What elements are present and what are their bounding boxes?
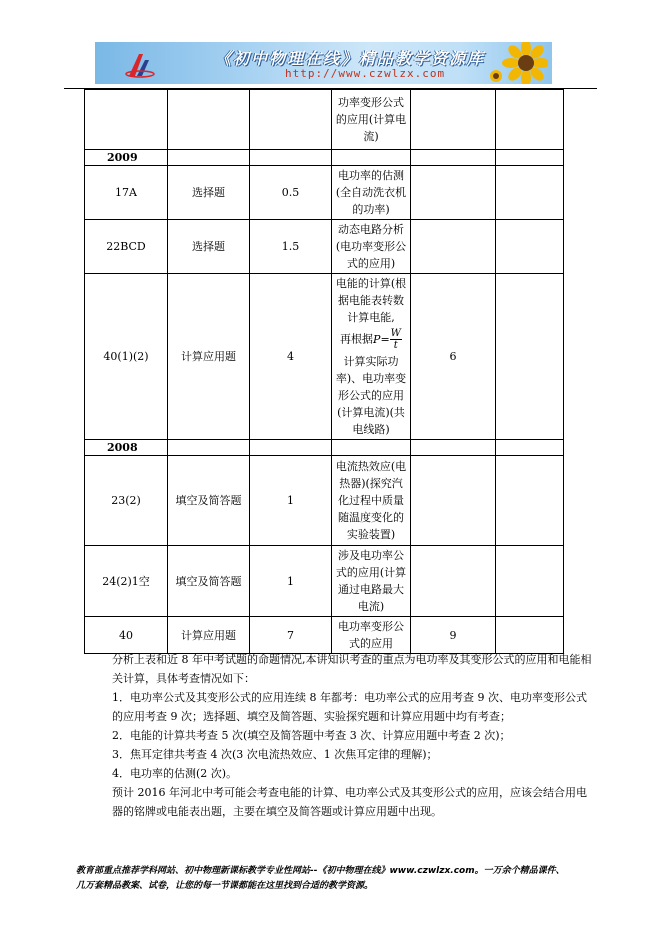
analysis-section (84, 650, 594, 821)
table-cell (168, 90, 250, 150)
table-cell: 填空及简答题 (168, 456, 250, 546)
table-cell (496, 456, 564, 546)
footer-line-2: 几万套精品教案、试卷，让您的每一节课都能在这里找到合适的教学资源。 (76, 881, 374, 891)
table-cell (411, 150, 496, 166)
table-cell (250, 440, 332, 456)
site-title: 《初中物理在线》精品教学资源库 (215, 49, 486, 68)
table-cell (332, 220, 411, 274)
topic-text-before: 电能的计算(根据电能表转数计算电能, (335, 277, 407, 324)
table-row (85, 546, 564, 617)
table-cell: 计算应用题 (168, 274, 250, 440)
table-cell: 选择题 (168, 220, 250, 274)
header-banner (95, 42, 552, 84)
table-cell (411, 546, 496, 617)
table-cell: 4 (250, 274, 332, 440)
table-cell (85, 90, 168, 150)
table-cell: 填空及简答题 (168, 546, 250, 617)
topic-text-after: 计算实际功率)、电功率变形公式的应用(计算电流)(共电线路) (335, 355, 407, 436)
table-cell: 1.5 (250, 220, 332, 274)
table-cell (332, 456, 411, 546)
table-cell (332, 440, 411, 456)
table-cell: 6 (411, 274, 496, 440)
table-row (85, 617, 564, 654)
site-url[interactable]: http://www.czwlzx.com (285, 67, 446, 80)
table-cell (168, 440, 250, 456)
formula-denominator: t (393, 340, 398, 351)
footer-line-1: 教育部重点推荐学科网站、初中物理新课标教学专业性网站--《初中物理在线》www.czwlzx.com。一万余个精品课件、 (76, 866, 565, 876)
formula-numerator: W (390, 328, 401, 339)
analysis-point-2: 2．电能的计算共考查 5 次(填空及简答题中考查 3 次、计算应用题中考查 2 次)； (112, 729, 511, 742)
table-cell: 0.5 (250, 166, 332, 220)
table-cell (332, 150, 411, 166)
table-cell (496, 617, 564, 654)
table-cell: 40(1)(2) (85, 274, 168, 440)
formula-lhs: P= (373, 333, 390, 346)
table-cell (250, 90, 332, 150)
topic-text: 动态电路分析(电功率变形公式的应用) (335, 223, 407, 270)
exam-table (84, 89, 564, 654)
table-cell: 17A (85, 166, 168, 220)
year-label: 2008 (85, 440, 168, 456)
table-cell: 计算应用题 (168, 617, 250, 654)
page-footer (76, 864, 596, 894)
topic-text: 电功率变形公式的应用 (338, 620, 404, 650)
table-row (85, 274, 564, 440)
table-cell (332, 617, 411, 654)
table-cell (496, 166, 564, 220)
table-year-row (85, 150, 564, 166)
table-cell (411, 456, 496, 546)
table-year-row (85, 440, 564, 456)
power-formula (373, 328, 402, 351)
table-cell (411, 166, 496, 220)
analysis-intro: 分析上表和近 8 年中考试题的命题情况,本讲知识考查的重点为电功率及其变形公式的应用和电能相关计算，具体考查情况如下： (112, 653, 592, 685)
table-cell: 选择题 (168, 166, 250, 220)
topic-text: 功率变形公式的应用(计算电流) (335, 96, 407, 143)
table-cell: 7 (250, 617, 332, 654)
topic-text (334, 275, 408, 438)
analysis-point-1: 1．电功率公式及其变形公式的应用连续 8 年都考：电功率公式的应用考查 9 次、电功率变形公式的应用考查 9 次；选择题、填空及简答题、实验探究题和计算应用题中均有考查； (112, 691, 587, 723)
table-cell (250, 150, 332, 166)
table-cell (411, 220, 496, 274)
sunflower-icon (488, 42, 548, 84)
analysis-point-4: 4．电功率的估测(2 次)。 (112, 767, 238, 780)
table-cell: 24(2)1空 (85, 546, 168, 617)
table-cell: 1 (250, 546, 332, 617)
table-cell (168, 150, 250, 166)
table-cell (496, 274, 564, 440)
topic-text: 电流热效应(电热器)(探究汽化过程中质量随温度变化的实验装置) (335, 460, 407, 541)
analysis-point-3: 3．焦耳定律共考查 4 次(3 次电流热效应、1 次焦耳定律的理解)； (112, 748, 438, 761)
table-cell (332, 274, 411, 440)
table-cell: 23(2) (85, 456, 168, 546)
topic-text: 电功率的估测(全自动洗衣机的功率) (335, 169, 407, 216)
table-cell (411, 440, 496, 456)
table-cell: 40 (85, 617, 168, 654)
table-row (85, 220, 564, 274)
table-cell (332, 546, 411, 617)
year-label: 2009 (85, 150, 168, 166)
topic-text-prefix: 再根据 (340, 332, 374, 346)
table-cell (496, 440, 564, 456)
table-cell (496, 150, 564, 166)
analysis-forecast: 预计 2016 年河北中考可能会考查电能的计算、电功率公式及其变形公式的应用，应该会结合用电器的铭牌或电能表出题，主要在填空及简答题或计算应用题中出现。 (112, 786, 587, 818)
table-row (85, 90, 564, 150)
table-cell (496, 90, 564, 150)
table-cell: 22BCD (85, 220, 168, 274)
table-cell (496, 220, 564, 274)
table-row (85, 456, 564, 546)
site-logo-icon (125, 50, 155, 78)
table-cell (496, 546, 564, 617)
table-cell (332, 166, 411, 220)
table-cell (411, 90, 496, 150)
topic-text: 涉及电功率公式的应用(计算通过电路最大电流) (335, 549, 407, 613)
formula-fraction (390, 328, 402, 351)
table-cell (332, 90, 411, 150)
table-cell: 1 (250, 456, 332, 546)
table-row (85, 166, 564, 220)
table-cell: 9 (411, 617, 496, 654)
